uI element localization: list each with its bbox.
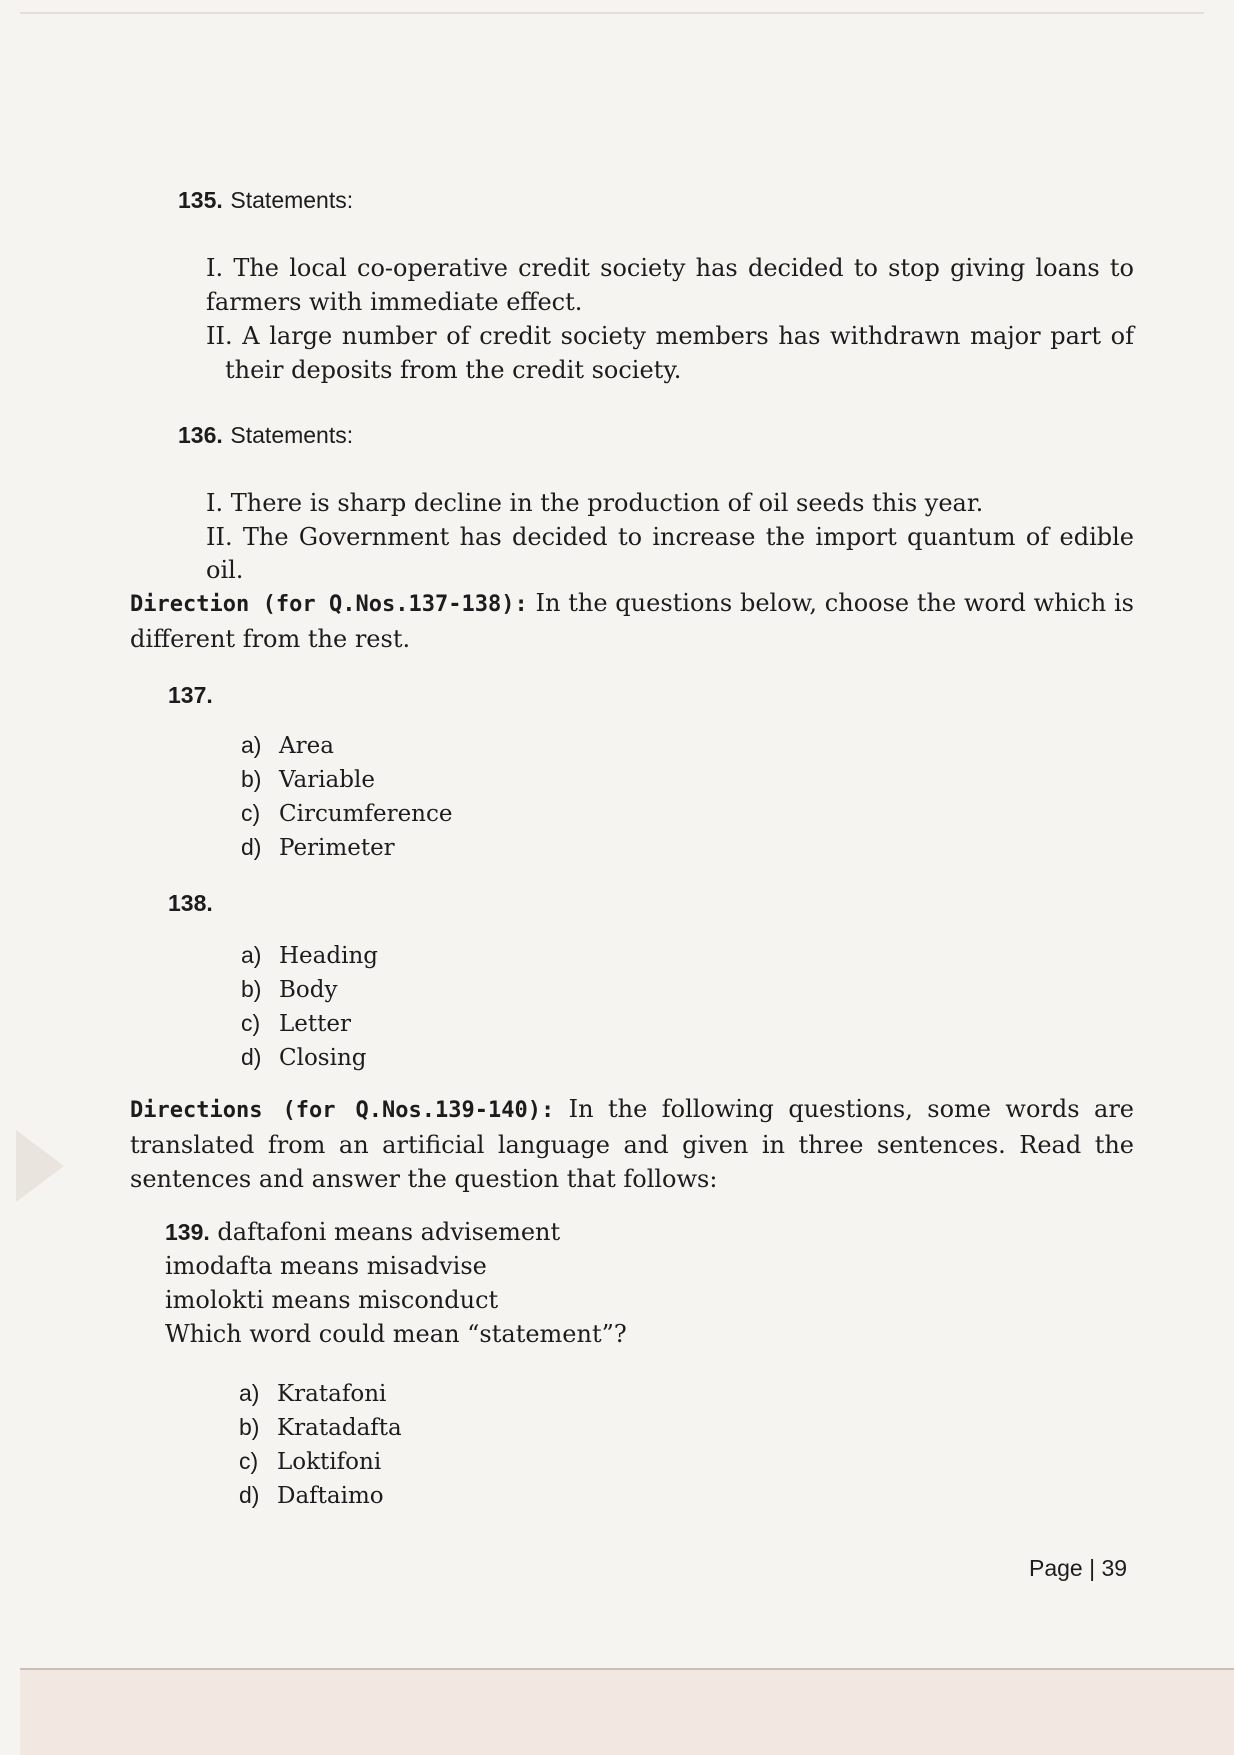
q135-statement-2-line-2: their deposits from the credit society. xyxy=(225,356,682,384)
question-135-heading xyxy=(178,183,353,217)
direction-title: Directions (for Q.Nos.139-140): xyxy=(130,1098,555,1123)
direction-text: In the questions below, choose the word which is different from the rest. xyxy=(130,589,1134,653)
option-text: Variable xyxy=(279,767,375,793)
footer-band xyxy=(20,1668,1234,1755)
direction-137-138 xyxy=(130,586,1134,656)
option-label: b) xyxy=(241,766,262,792)
question-number: 139. xyxy=(165,1219,210,1245)
option-label: d) xyxy=(239,1482,260,1508)
option-label: a) xyxy=(239,1380,260,1406)
direction-text: In the following questions, some words are translated from an artificial language and given in three sentences. Read the sentences and answer the question that follows: xyxy=(130,1095,1134,1193)
q139-line-2: imodafta means misadvise xyxy=(165,1252,487,1280)
q139-option-b xyxy=(239,1410,402,1445)
option-label: d) xyxy=(241,834,262,860)
option-label: c) xyxy=(239,1448,259,1474)
option-text: Daftaimo xyxy=(277,1483,384,1509)
q137-option-a xyxy=(241,728,334,763)
option-text: Circumference xyxy=(279,801,453,827)
option-label: d) xyxy=(241,1044,262,1070)
question-label: Statements: xyxy=(230,422,354,448)
q139-question: Which word could mean “statement”? xyxy=(165,1320,627,1348)
q138-option-d xyxy=(241,1040,367,1075)
question-137-number: 137. xyxy=(168,682,213,708)
option-label: a) xyxy=(241,942,262,968)
option-text: Kratadafta xyxy=(277,1415,402,1441)
question-label: Statements: xyxy=(230,187,354,213)
option-text: Perimeter xyxy=(279,835,395,861)
q139-option-d xyxy=(239,1478,384,1513)
option-label: c) xyxy=(241,1010,261,1036)
q138-option-a xyxy=(241,938,378,973)
q136-statement-2-line-2: oil. xyxy=(206,556,244,584)
top-rule xyxy=(20,12,1204,14)
q137-option-c xyxy=(241,796,453,831)
question-number: 135. xyxy=(178,187,223,213)
q138-option-c xyxy=(241,1006,351,1041)
q139-option-a xyxy=(239,1376,386,1411)
q139-line-1 xyxy=(165,1215,560,1249)
q135-statement-1-line-1: I. The local co-operative credit society has decided to stop giving loans to xyxy=(206,254,1134,282)
option-text: Area xyxy=(279,733,334,759)
q138-option-b xyxy=(241,972,337,1007)
question-136-heading xyxy=(178,418,353,452)
paper-fold-mark xyxy=(16,1130,64,1202)
q136-statement-1: I. There is sharp decline in the production of oil seeds this year. xyxy=(206,489,984,517)
q139-option-c xyxy=(239,1444,381,1479)
q137-option-b xyxy=(241,762,375,797)
page-number: Page | 39 xyxy=(1029,1555,1128,1581)
q136-statement-2-line-1: II. The Government has decided to increase the import quantum of edible xyxy=(206,523,1134,551)
option-text: Body xyxy=(279,977,338,1003)
option-label: b) xyxy=(239,1414,260,1440)
direction-139-140 xyxy=(130,1092,1134,1196)
q139-line-3: imolokti means misconduct xyxy=(165,1286,499,1314)
q135-statement-1-line-2: farmers with immediate effect. xyxy=(206,288,583,316)
direction-title: Direction (for Q.Nos.137-138): xyxy=(130,592,528,617)
option-label: b) xyxy=(241,976,262,1002)
option-text: Kratafoni xyxy=(277,1381,387,1407)
q139-line-1-text: daftafoni means advisement xyxy=(209,1218,561,1246)
q135-statement-2-line-1: II. A large number of credit society members has withdrawn major part of xyxy=(206,322,1134,350)
option-text: Heading xyxy=(279,943,378,969)
option-text: Letter xyxy=(279,1011,351,1037)
option-label: c) xyxy=(241,800,261,826)
option-text: Loktifoni xyxy=(277,1449,382,1475)
question-138-number: 138. xyxy=(168,890,213,916)
q137-option-d xyxy=(241,830,395,865)
question-number: 136. xyxy=(178,422,223,448)
option-label: a) xyxy=(241,732,262,758)
option-text: Closing xyxy=(279,1045,367,1071)
